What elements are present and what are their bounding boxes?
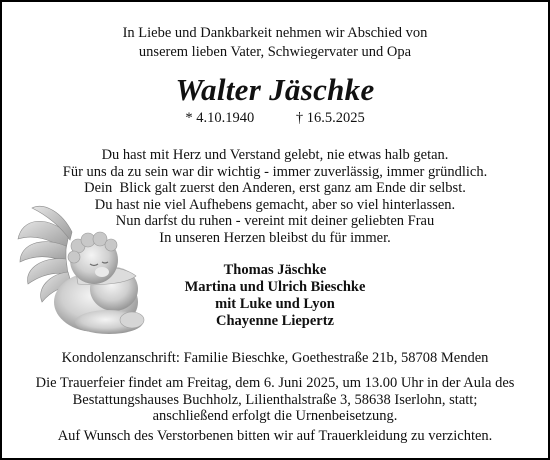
attire-request: Auf Wunsch des Verstorbenen bitten wir auf Trauerkleidung zu verzichten. [57,428,493,444]
intro-line: In Liebe und Dankbarkeit nehmen wir Abschied von [122,25,428,41]
ceremony-line: Bestattungshauses Buchholz, Lilienthalstraße 3, 58638 Iserlohn, statt; [72,391,478,408]
ceremony-details [2,375,548,425]
mourner-name: Martina und Ulrich Bieschke [184,279,366,295]
mourner-name: Chayenne Liepertz [216,313,334,329]
poem-line: Nun darfst du ruhen - vereint mit deiner geliebten Frau [115,213,435,229]
mourners-list [2,262,548,330]
death-date: † 16.5.2025 [295,110,365,126]
poem-line: Dein Blick galt zuerst den Anderen, erst ganz am Ende dir selbst. [84,180,466,196]
poem-line: Du hast mit Herz und Verstand gelebt, nie etwas halb getan. [101,147,449,163]
deceased-name: Walter Jäschke [175,72,375,107]
intro-line: unserem lieben Vater, Schwiegervater und Opa [138,44,412,60]
life-dates [2,110,548,127]
poem-line: In unseren Herzen bleibst du für immer. [159,229,391,246]
ceremony-line: anschließend erfolgt die Urnenbeisetzung. [152,408,398,424]
mourner-name: mit Luke und Lyon [215,296,335,312]
condolence-address: Kondolenzanschrift: Familie Bieschke, Goethestraße 21b, 58708 Menden [61,350,489,366]
mourner-name: Thomas Jäschke [223,262,327,278]
intro-text [2,24,548,62]
poem-line: Für uns da zu sein war dir wichtig - immer zuverlässig, immer gründlich. [62,163,488,180]
ceremony-line: Die Trauerfeier findet am Freitag, dem 6. Juni 2025, um 13.00 Uhr in der Aula des [35,375,515,391]
birth-date: * 4.10.1940 [185,110,255,126]
poem-line: Du hast nie viel Aufhebens gemacht, aber so viel hinterlassen. [94,196,456,213]
